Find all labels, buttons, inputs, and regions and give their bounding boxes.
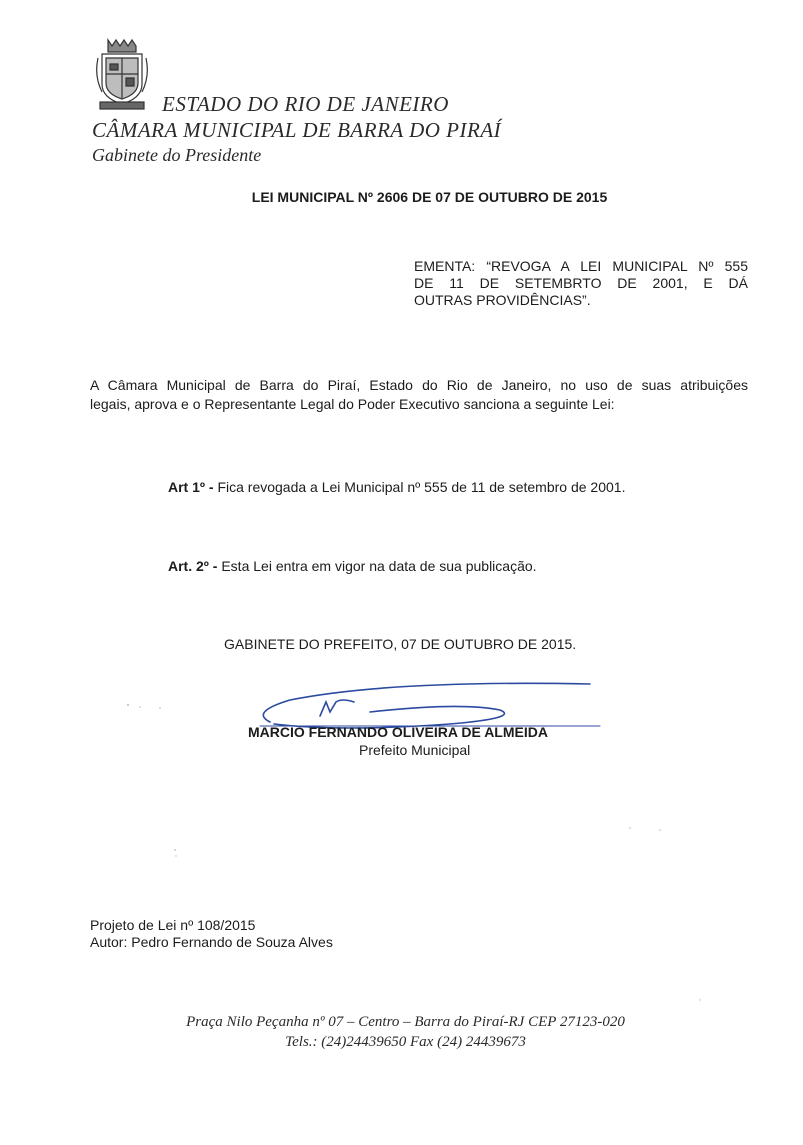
project-reference: Projeto de Lei nº 108/2015 (90, 917, 256, 933)
handwritten-signature-icon (250, 672, 610, 732)
article-label: Art. 2º - (168, 558, 218, 574)
law-title: LEI MUNICIPAL Nº 2606 DE 07 DE OUTUBRO DE 2015 (251, 189, 608, 205)
signer-name: MARCIO FERNANDO OLIVEIRA DE ALMEIDA (248, 724, 548, 740)
header-chamber: CÂMARA MUNICIPAL DE BARRA DO PIRAÍ (92, 118, 502, 142)
project-author: Autor: Pedro Fernando de Souza Alves (90, 934, 333, 950)
footer-address: Praça Nilo Peçanha nº 07 – Centro – Barra do Piraí-RJ CEP 27123-020 (186, 1014, 625, 1030)
header-state: ESTADO DO RIO DE JANEIRO (162, 92, 449, 116)
signer-role: Prefeito Municipal (359, 742, 471, 758)
header-office: Gabinete do Presidente (92, 145, 262, 165)
preamble-line: A Câmara Municipal de Barra do Piraí, Estado do Rio de Janeiro, no uso de suas atribuições (90, 377, 748, 393)
municipal-coat-of-arms-icon (94, 36, 150, 112)
ementa-line: OUTRAS PROVIDÊNCIAS”. (414, 292, 591, 308)
article-text: Fica revogada a Lei Municipal nº 555 de 11 de setembro de 2001. (213, 479, 626, 495)
ementa-block (414, 258, 748, 309)
closing-line: GABINETE DO PREFEITO, 07 DE OUTUBRO DE 2015. (224, 636, 577, 652)
article-text: Esta Lei entra em vigor na data de sua publicação. (217, 558, 537, 574)
article-1 (168, 479, 625, 495)
article-2 (168, 558, 537, 574)
footer-phones: Tels.: (24)24439650 Fax (24) 24439673 (285, 1034, 526, 1050)
ementa-line: DE 11 DE SETEMBRTO DE 2001, E DÁ (414, 275, 748, 291)
preamble-line: legais, aprova e o Representante Legal do Poder Executivo sanciona a seguinte Lei: (90, 396, 615, 412)
article-label: Art 1º - (168, 479, 214, 495)
preamble-paragraph (90, 376, 748, 414)
ementa-line: EMENTA: “REVOGA A LEI MUNICIPAL Nº 555 (414, 258, 748, 274)
